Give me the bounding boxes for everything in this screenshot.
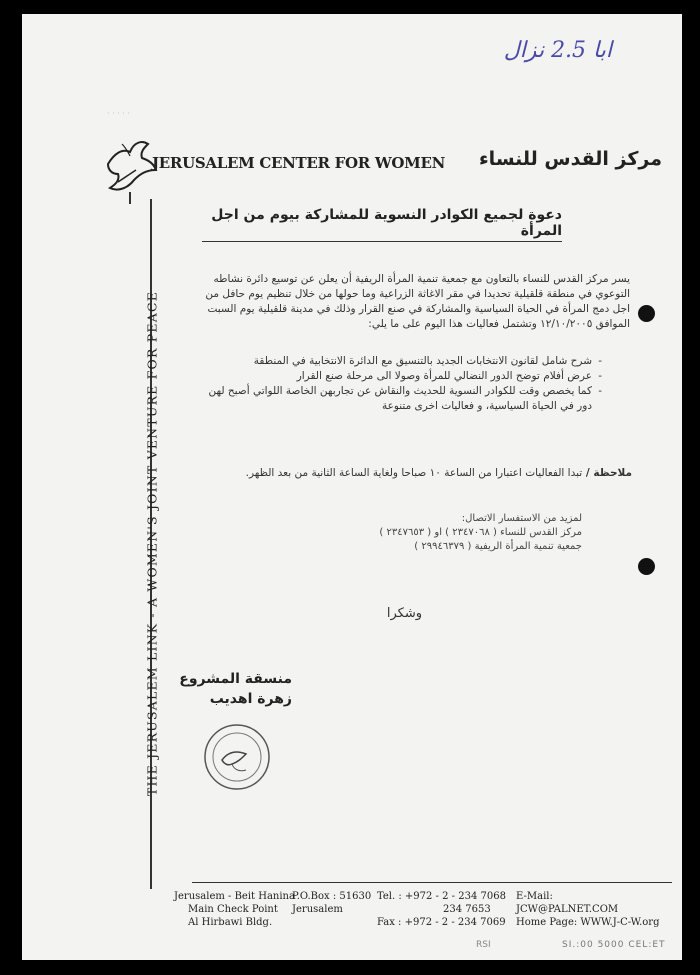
header-english: JERUSALEM CENTER FOR WOMEN: [152, 154, 445, 172]
activity-list: [202, 354, 602, 414]
note-label: ملاحظة /: [582, 467, 632, 479]
footer-rule: [192, 882, 672, 883]
document-title: دعوة لجميع الكوادر النسوية للمشاركة بيوم من اجل المرأة: [202, 207, 562, 242]
binder-hole: [638, 558, 655, 575]
footer-line: Main Check Point: [188, 904, 278, 915]
footer-line: P.O.Box : 51630: [292, 891, 372, 902]
footer-phone: [377, 890, 506, 929]
footer-line: Fax : +972 - 2 - 234 7069: [377, 917, 506, 928]
footer-line: 234 7653: [443, 904, 491, 915]
coordinator-name: زهرة اهديب: [209, 691, 292, 707]
contact-line: جمعية تنمية المرأة الريفية ( ٢٩٩٤٦٣٧٩ ): [414, 541, 582, 552]
binder-hole: [638, 305, 655, 322]
coordinator-role: منسقة المشروع: [179, 671, 292, 687]
footer-line: E-Mail:: [516, 891, 553, 902]
footer-line: Tel. : +972 - 2 - 234 7068: [377, 891, 506, 902]
contact-block: [232, 512, 582, 554]
list-item: - شرح شامل لقانون الانتخابات الجديد بالتنسيق مع الدائرة الانتخابية في المنطقة: [202, 354, 602, 369]
footer-email: [516, 890, 659, 929]
header-arabic: مركز القدس للنساء: [478, 148, 662, 170]
faint-mark: · · · · ·: [107, 109, 130, 118]
list-item: - عرض أفلام توضح الدور النضالي للمرأة وصولا الى مرحلة صنع القرار: [202, 369, 602, 384]
document-code: SI.:00 5000 CEL:ET: [562, 940, 666, 950]
list-item: - كما يخصص وقت للكوادر النسوية للحديث والنقاش عن تجاربهن الخاصة اللواتي أصبح لهن دور في الحياة السياسية، و فعاليات اخرى متنوعة: [202, 384, 602, 414]
contact-line: مركز القدس للنساء ( ٢٣٤٧٠٦٨ ) او ( ٢٣٤٧٦٥٣ ): [379, 527, 582, 538]
footer-pobox: [292, 890, 371, 916]
coordinator-block: [152, 669, 292, 709]
footer-line: Jerusalem: [292, 904, 343, 915]
footer-address: [174, 890, 295, 929]
document-page: [22, 14, 682, 960]
thanks-text: وشكرا: [386, 606, 422, 621]
note-text: تبدا الفعاليات اعتبارا من الساعة ١٠ صباحا ولغاية الساعة الثانية من بعد الظهر.: [245, 467, 583, 479]
footer-line: Home Page: WWW.J-C-W.org: [516, 917, 660, 928]
footer-line: Jerusalem - Beit Hanina: [174, 891, 295, 902]
handwritten-note: ابا 2.5 نزال: [503, 38, 612, 63]
contact-line: لمزيد من الاستفسار الاتصال:: [461, 513, 582, 524]
dove-logo-icon: [100, 134, 160, 204]
vertical-tagline: THE JERUSALEM LINK - A WOMEN'S JOINT VENTURE FOR PEACE: [144, 290, 160, 797]
body-paragraph: يسر مركز القدس للنساء بالتعاون مع جمعية تنمية المرأة الريفية أن يعلن عن توسيع دائرة نشاطه التوعوي في منطقة قلقيلية تحديدا في مقر الاغاثة الزراعية وما حولها من خلال تنظيم يوم حافل من اجل دمج المرأة في الحياة السياسية والمشاركة في صنع القرار وذلك في مدينة قلقيلية يوم السبت الموافق ١٢/١٠/٢٠٠٥ وتشتمل فعاليات هذا اليوم على ما يلي:: [205, 273, 630, 330]
footer-line: JCW@PALNET.COM: [516, 904, 619, 915]
note-paragraph: [202, 466, 632, 481]
footer-line: Al Hirbawi Bldg.: [188, 917, 273, 928]
stamp-seal-icon: [202, 722, 272, 792]
page-code: RSI: [476, 940, 491, 950]
